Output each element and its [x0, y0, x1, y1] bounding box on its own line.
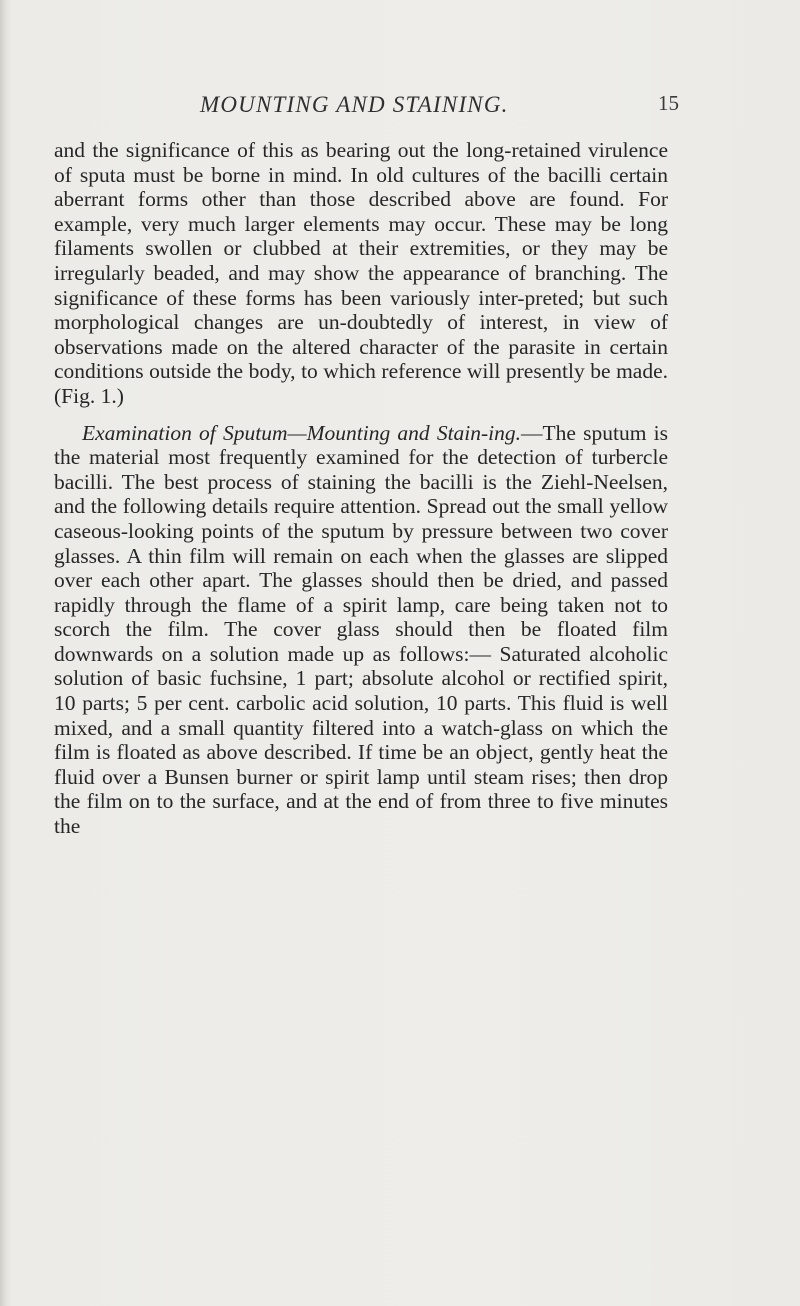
body-text: [54, 138, 668, 839]
page-binding-edge: [0, 0, 6, 1306]
section-heading: Examination of Sputum—Mounting and Stain-ing.: [82, 420, 522, 445]
paragraph-text: —The sputum is the material most frequently examined for the detection of turbercle bacilli. The best process of staining the bacilli is the Ziehl-Neelsen, and the following details require attention. Spread out the small yellow caseous-looking points of the sputum by pressure between two cover glasses. A thin film will remain on each when the glasses are slipped over each other apart. The glasses should then be dried, and passed rapidly through the flame of a spirit lamp, care being taken not to scorch the film. The cover glass should then be floated film downwards on a solution made up as follows:— Saturated alcoholic solution of basic fuchsine, 1 part; absolute alcohol or rectified spirit, 10 parts; 5 per cent. carbolic acid solution, 10 parts. This fluid is well mixed, and a small quantity filtered into a watch-glass on which the film is floated as above described. If time be an object, gently heat the fluid over a Bunsen burner or spirit lamp until steam rises; then drop the film on to the surface, and at the end of from three to five minutes the: [54, 420, 668, 839]
paragraph: [54, 421, 668, 839]
paragraph: [54, 138, 668, 409]
page-number: 15: [658, 91, 679, 115]
paragraph-text: and the significance of this as bearing out the long-retained virulence of sputa must be borne in mind. In old cultures of the bacilli certain aberrant forms other than those described above are found. For example, very much larger elements may occur. These may be long filaments swollen or clubbed at their extremities, or they may be irregularly beaded, and may show the appearance of branching. The significance of these forms has been variously inter-preted; but such morphological changes are un-doubtedly of interest, in view of observations made on the altered character of the parasite in certain conditions outside the body, to which reference will presently be made. (Fig. 1.): [54, 138, 668, 408]
running-head: [0, 92, 800, 122]
running-title: MOUNTING AND STAINING.: [200, 92, 509, 117]
